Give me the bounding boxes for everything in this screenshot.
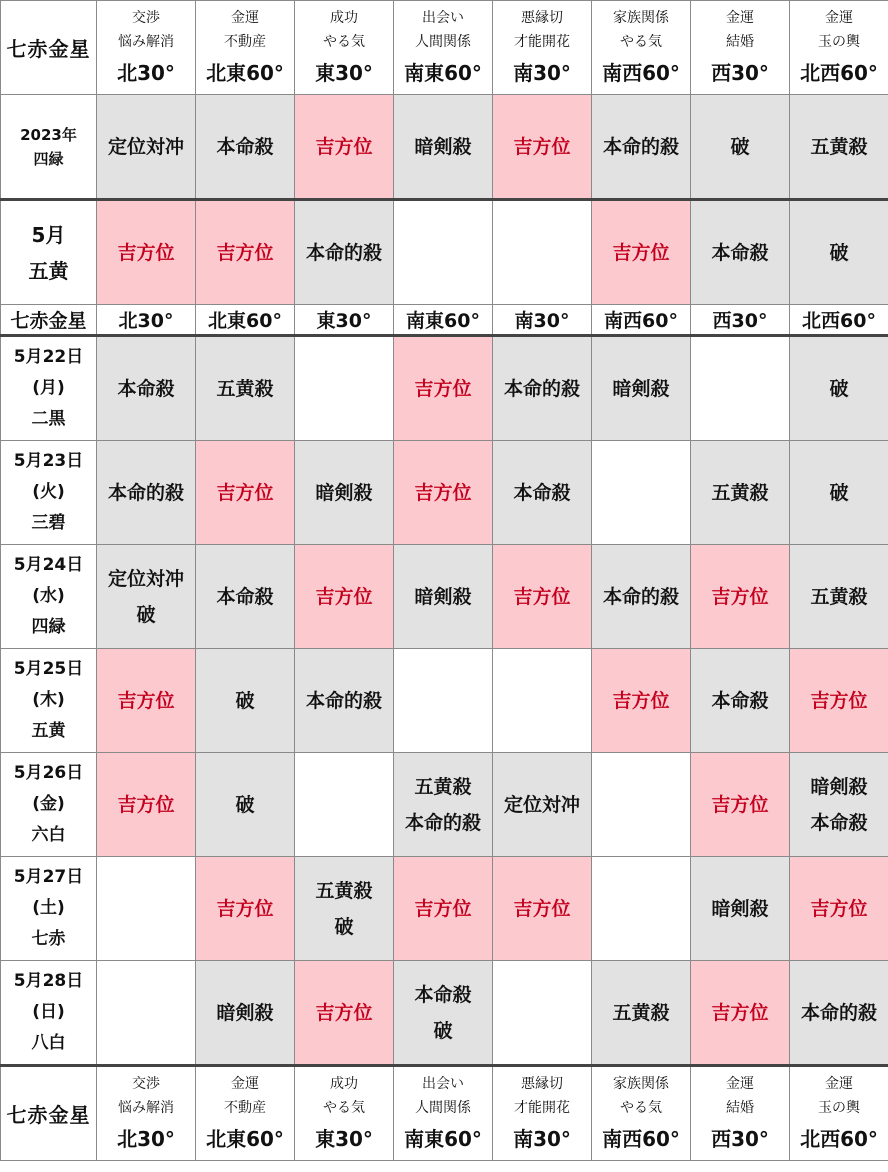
fortune-text: 本命殺 xyxy=(216,585,274,608)
header-purpose-line1: 悪縁切 xyxy=(521,9,563,26)
direction-cell xyxy=(295,305,394,336)
header-direction-label: 南東60° xyxy=(404,1126,482,1151)
header-direction-label: 南西60° xyxy=(602,60,680,85)
header-purpose-line1: 出会い xyxy=(422,9,464,26)
fortune-text: 暗剣殺 xyxy=(810,775,868,798)
fortune-cell xyxy=(196,961,295,1066)
fortune-cell xyxy=(295,753,394,857)
fortune-cell xyxy=(493,857,592,961)
day-label-cell xyxy=(1,441,97,545)
fortune-text: 定位対冲 xyxy=(107,135,184,158)
fortune-cell xyxy=(691,200,790,305)
fortune-text: 本命殺 xyxy=(117,377,175,400)
header-direction-label: 西30° xyxy=(711,60,769,85)
header-direction-cell xyxy=(493,1066,592,1161)
day-date-label: 5月23日 xyxy=(13,451,84,471)
fortune-text: 五黄殺 xyxy=(711,481,769,504)
fortune-text: 本命的殺 xyxy=(404,811,481,834)
fortune-text: 五黄殺 xyxy=(612,1001,670,1024)
header-star-label: 七赤金星 xyxy=(6,37,91,61)
header-direction-cell xyxy=(493,1,592,95)
day-label-cell xyxy=(1,753,97,857)
fortune-cell xyxy=(196,649,295,753)
header-purpose-line2: やる気 xyxy=(620,1099,662,1116)
fortune-cell xyxy=(493,95,592,200)
day-row xyxy=(1,753,888,857)
fortune-cell xyxy=(592,961,691,1066)
fortune-cell xyxy=(295,200,394,305)
header-purpose-line2: やる気 xyxy=(323,1099,365,1116)
fortune-cell xyxy=(790,95,888,200)
fortune-cell xyxy=(295,95,394,200)
direction-cell xyxy=(394,305,493,336)
day-star-label: 三碧 xyxy=(31,513,66,533)
fortune-text: 破 xyxy=(829,481,849,504)
day-date-label: 5月27日 xyxy=(13,867,84,887)
header-purpose-line1: 家族関係 xyxy=(613,1075,669,1092)
day-label-cell xyxy=(1,961,97,1066)
fortune-cell xyxy=(592,336,691,441)
fortune-text: 暗剣殺 xyxy=(216,1001,274,1024)
fortune-text: 本命的殺 xyxy=(602,585,679,608)
day-weekday-label: (火) xyxy=(32,482,65,502)
fortune-cell xyxy=(592,441,691,545)
fortune-cell xyxy=(790,545,888,649)
day-weekday-label: (金) xyxy=(32,794,65,814)
header-direction-label: 北西60° xyxy=(800,60,878,85)
day-weekday-label: (木) xyxy=(32,690,65,710)
day-star-label: 四緑 xyxy=(31,617,66,637)
fortune-cell xyxy=(691,753,790,857)
day-star-label: 六白 xyxy=(31,825,66,845)
fortune-text: 本命殺 xyxy=(711,241,769,264)
header-purpose-line2: 玉の輿 xyxy=(818,1099,860,1116)
fortune-cell xyxy=(493,649,592,753)
day-label-cell xyxy=(1,857,97,961)
header-star-cell xyxy=(1,1,97,95)
header-direction-cell xyxy=(691,1,790,95)
fortune-cell xyxy=(97,441,196,545)
header-direction-cell xyxy=(196,1,295,95)
lucky-direction-text: 吉方位 xyxy=(216,481,274,504)
fortune-cell xyxy=(394,336,493,441)
bottom-header-row xyxy=(1,1066,888,1161)
fortune-cell xyxy=(97,857,196,961)
header-purpose-line1: 金運 xyxy=(231,9,259,26)
header-direction-label: 北30° xyxy=(117,1126,175,1151)
fortune-text: 暗剣殺 xyxy=(414,135,472,158)
header-direction-cell xyxy=(790,1,888,95)
header-purpose-line2: やる気 xyxy=(620,33,662,50)
year-star-label: 四緑 xyxy=(33,149,64,168)
fortune-text: 本命殺 xyxy=(711,689,769,712)
fortune-text: 破 xyxy=(235,793,255,816)
year-label-cell xyxy=(1,95,97,200)
direction-label: 南東60° xyxy=(406,310,480,332)
fortune-cell xyxy=(295,857,394,961)
direction-label: 北西60° xyxy=(802,310,876,332)
lucky-direction-text: 吉方位 xyxy=(216,241,274,264)
header-direction-cell xyxy=(394,1066,493,1161)
header-direction-label: 西30° xyxy=(711,1126,769,1151)
lucky-direction-text: 吉方位 xyxy=(117,689,175,712)
header-direction-cell xyxy=(295,1,394,95)
fortune-cell xyxy=(97,95,196,200)
fortune-cell xyxy=(691,961,790,1066)
direction-label: 北30° xyxy=(118,310,174,332)
fortune-cell xyxy=(97,649,196,753)
fortune-cell xyxy=(493,200,592,305)
fortune-text: 破 xyxy=(730,135,750,158)
day-weekday-label: (土) xyxy=(32,898,65,918)
fortune-cell xyxy=(691,336,790,441)
fortune-text: 本命殺 xyxy=(414,983,472,1006)
day-weekday-label: (日) xyxy=(32,1002,65,1022)
fortune-cell xyxy=(394,200,493,305)
header-purpose-line1: 家族関係 xyxy=(613,9,669,26)
lucky-direction-text: 吉方位 xyxy=(315,585,373,608)
lucky-direction-text: 吉方位 xyxy=(711,1001,769,1024)
fortune-text: 五黄殺 xyxy=(216,377,274,400)
fortune-text: 破 xyxy=(829,377,849,400)
fortune-cell xyxy=(97,753,196,857)
fortune-cell xyxy=(97,336,196,441)
header-purpose-line1: 出会い xyxy=(422,1075,464,1092)
fortune-text: 破 xyxy=(136,603,156,626)
direction-cell xyxy=(691,305,790,336)
fortune-text: 暗剣殺 xyxy=(612,377,670,400)
fortune-cell xyxy=(295,649,394,753)
fortune-text: 本命的殺 xyxy=(800,1001,877,1024)
fortune-text: 本命的殺 xyxy=(305,241,382,264)
fortune-text: 本命殺 xyxy=(216,135,274,158)
direction-label: 北東60° xyxy=(208,310,282,332)
fortune-cell xyxy=(196,95,295,200)
header-direction-label: 北東60° xyxy=(206,60,284,85)
fortune-cell xyxy=(691,95,790,200)
lucky-direction-text: 吉方位 xyxy=(216,897,274,920)
month-label-cell xyxy=(1,200,97,305)
fortune-cell xyxy=(295,545,394,649)
fortune-cell xyxy=(97,200,196,305)
header-direction-label: 南西60° xyxy=(602,1126,680,1151)
fortune-cell xyxy=(790,441,888,545)
header-purpose-line2: 悩み解消 xyxy=(118,1099,174,1116)
direction-cell xyxy=(196,305,295,336)
lucky-direction-text: 吉方位 xyxy=(513,135,571,158)
fortune-cell xyxy=(394,753,493,857)
header-direction-cell xyxy=(196,1066,295,1161)
header-direction-label: 東30° xyxy=(315,60,373,85)
fortune-text: 破 xyxy=(433,1019,453,1042)
day-label-cell xyxy=(1,545,97,649)
header-direction-cell xyxy=(394,1,493,95)
header-purpose-line1: 交渉 xyxy=(132,9,160,26)
day-row xyxy=(1,441,888,545)
day-date-label: 5月28日 xyxy=(13,971,84,991)
header-purpose-line2: 悩み解消 xyxy=(118,33,174,50)
header-direction-label: 北西60° xyxy=(800,1126,878,1151)
direction-label: 西30° xyxy=(712,310,768,332)
lucky-direction-text: 吉方位 xyxy=(315,1001,373,1024)
header-purpose-line1: 交渉 xyxy=(132,1075,160,1092)
header-direction-label: 北30° xyxy=(117,60,175,85)
day-star-label: 二黒 xyxy=(31,409,66,429)
fortune-text: 本命的殺 xyxy=(107,481,184,504)
fortune-cell xyxy=(592,545,691,649)
lucky-direction-text: 吉方位 xyxy=(612,689,670,712)
fortune-cell xyxy=(592,95,691,200)
day-row xyxy=(1,961,888,1066)
fortune-cell xyxy=(592,200,691,305)
fortune-cell xyxy=(691,441,790,545)
fortune-cell xyxy=(97,961,196,1066)
month-label: 5月 xyxy=(31,222,66,247)
fortune-cell xyxy=(493,336,592,441)
fortune-cell xyxy=(196,336,295,441)
header-direction-cell xyxy=(295,1066,394,1161)
header-direction-label: 南30° xyxy=(513,60,571,85)
fortune-cell xyxy=(97,545,196,649)
lucky-direction-text: 吉方位 xyxy=(414,377,472,400)
header-direction-cell xyxy=(97,1,196,95)
fortune-cell xyxy=(493,545,592,649)
fortune-text: 本命殺 xyxy=(810,811,868,834)
fortune-cell xyxy=(790,753,888,857)
header-direction-cell xyxy=(790,1066,888,1161)
header-purpose-line2: 才能開花 xyxy=(514,1099,570,1116)
fortune-cell xyxy=(592,857,691,961)
day-date-label: 5月24日 xyxy=(13,555,84,575)
header-direction-cell xyxy=(592,1,691,95)
fortune-cell xyxy=(592,649,691,753)
month-row xyxy=(1,200,888,305)
fortune-cell xyxy=(493,441,592,545)
year-row xyxy=(1,95,888,200)
header-star-label: 七赤金星 xyxy=(6,1103,91,1127)
year-label: 2023年 xyxy=(20,125,77,144)
fortune-cell xyxy=(394,95,493,200)
lucky-direction-text: 吉方位 xyxy=(315,135,373,158)
header-direction-cell xyxy=(97,1066,196,1161)
header-purpose-line2: 不動産 xyxy=(224,1099,266,1116)
header-direction-label: 南30° xyxy=(513,1126,571,1151)
fortune-text: 定位対冲 xyxy=(107,567,184,590)
day-weekday-label: (水) xyxy=(32,586,65,606)
day-date-label: 5月25日 xyxy=(13,659,84,679)
day-row xyxy=(1,336,888,441)
fortune-cell xyxy=(394,545,493,649)
fortune-cell xyxy=(295,441,394,545)
month-star-label: 五黄 xyxy=(28,258,69,283)
day-label-cell xyxy=(1,649,97,753)
fortune-text: 本命的殺 xyxy=(305,689,382,712)
fortune-cell xyxy=(691,857,790,961)
fortune-text: 本命殺 xyxy=(513,481,571,504)
header-purpose-line1: 成功 xyxy=(330,9,358,26)
lucky-direction-text: 吉方位 xyxy=(711,585,769,608)
lucky-direction-text: 吉方位 xyxy=(513,585,571,608)
fortune-cell xyxy=(790,857,888,961)
header-direction-label: 北東60° xyxy=(206,1126,284,1151)
fortune-text: 破 xyxy=(829,241,849,264)
fortune-text: 暗剣殺 xyxy=(315,481,373,504)
header-purpose-line1: 金運 xyxy=(231,1075,259,1092)
lucky-direction-text: 吉方位 xyxy=(810,689,868,712)
fortune-cell xyxy=(493,753,592,857)
direction-cell xyxy=(97,305,196,336)
fortune-text: 五黄殺 xyxy=(315,879,373,902)
header-star-cell xyxy=(1,1066,97,1161)
header-purpose-line2: 才能開花 xyxy=(514,33,570,50)
header-purpose-line1: 金運 xyxy=(726,1075,754,1092)
fortune-cell xyxy=(790,649,888,753)
fortune-cell xyxy=(394,441,493,545)
day-row xyxy=(1,545,888,649)
lucky-direction-text: 吉方位 xyxy=(513,897,571,920)
day-star-label: 五黄 xyxy=(31,721,66,741)
header-purpose-line2: 人間関係 xyxy=(415,33,471,50)
fortune-cell xyxy=(691,545,790,649)
header-purpose-line2: やる気 xyxy=(323,33,365,50)
header-purpose-line1: 金運 xyxy=(825,1075,853,1092)
header-purpose-line1: 悪縁切 xyxy=(521,1075,563,1092)
lucky-direction-text: 吉方位 xyxy=(117,241,175,264)
lucky-direction-text: 吉方位 xyxy=(711,793,769,816)
header-purpose-line1: 金運 xyxy=(825,9,853,26)
direction-cell xyxy=(493,305,592,336)
fortune-cell xyxy=(196,200,295,305)
direction-cell xyxy=(592,305,691,336)
fortune-text: 本命的殺 xyxy=(602,135,679,158)
header-purpose-line2: 結婚 xyxy=(726,1099,754,1116)
direction-star-cell xyxy=(1,305,97,336)
fortune-cell xyxy=(790,961,888,1066)
lucky-direction-text: 吉方位 xyxy=(414,897,472,920)
lucky-direction-text: 吉方位 xyxy=(117,793,175,816)
fortune-cell xyxy=(295,961,394,1066)
fortune-text: 破 xyxy=(334,915,354,938)
direction-label: 南西60° xyxy=(604,310,678,332)
fortune-cell xyxy=(196,753,295,857)
fortune-text: 五黄殺 xyxy=(810,585,868,608)
fortune-text: 暗剣殺 xyxy=(711,897,769,920)
day-date-label: 5月26日 xyxy=(13,763,84,783)
fortune-text: 本命的殺 xyxy=(503,377,580,400)
direction-label: 南30° xyxy=(514,310,570,332)
fortune-cell xyxy=(196,441,295,545)
fortune-cell xyxy=(493,961,592,1066)
fortune-cell xyxy=(592,753,691,857)
fortune-cell xyxy=(394,961,493,1066)
header-purpose-line2: 人間関係 xyxy=(415,1099,471,1116)
day-row xyxy=(1,649,888,753)
day-date-label: 5月22日 xyxy=(13,347,84,367)
header-direction-label: 東30° xyxy=(315,1126,373,1151)
fortune-cell xyxy=(790,336,888,441)
day-row xyxy=(1,857,888,961)
fortune-cell xyxy=(196,545,295,649)
fortune-text: 破 xyxy=(235,689,255,712)
fortune-cell xyxy=(790,200,888,305)
fortune-cell xyxy=(196,857,295,961)
header-purpose-line1: 成功 xyxy=(330,1075,358,1092)
fortune-text: 五黄殺 xyxy=(414,775,472,798)
day-label-cell xyxy=(1,336,97,441)
header-direction-cell xyxy=(592,1066,691,1161)
fortune-cell xyxy=(295,336,394,441)
header-purpose-line2: 玉の輿 xyxy=(818,33,860,50)
day-weekday-label: (月) xyxy=(32,378,65,398)
fortune-cell xyxy=(691,649,790,753)
header-purpose-line2: 結婚 xyxy=(726,33,754,50)
lucky-direction-text: 吉方位 xyxy=(414,481,472,504)
direction-star-label: 七赤金星 xyxy=(10,310,87,332)
fortune-text: 定位対冲 xyxy=(503,793,580,816)
lucky-direction-text: 吉方位 xyxy=(810,897,868,920)
header-purpose-line2: 不動産 xyxy=(224,33,266,50)
fortune-text: 暗剣殺 xyxy=(414,585,472,608)
direction-label: 東30° xyxy=(316,310,372,332)
lucky-direction-text: 吉方位 xyxy=(612,241,670,264)
header-purpose-line1: 金運 xyxy=(726,9,754,26)
header-direction-cell xyxy=(691,1066,790,1161)
header-direction-label: 南東60° xyxy=(404,60,482,85)
fortune-text: 五黄殺 xyxy=(810,135,868,158)
direction-row xyxy=(1,305,888,336)
direction-cell xyxy=(790,305,888,336)
fortune-cell xyxy=(394,649,493,753)
fortune-cell xyxy=(394,857,493,961)
day-star-label: 八白 xyxy=(31,1033,66,1053)
day-star-label: 七赤 xyxy=(31,929,66,949)
top-header-row xyxy=(1,1,888,95)
